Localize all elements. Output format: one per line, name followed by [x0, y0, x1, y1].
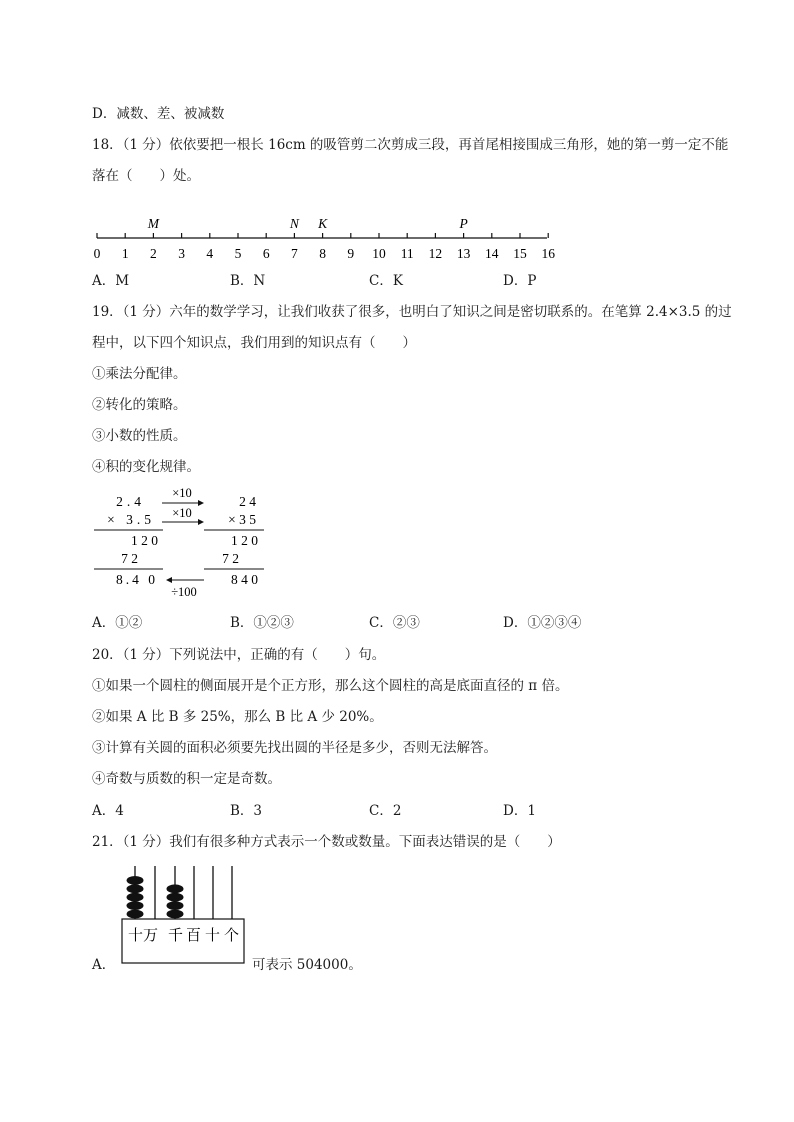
calc-right-row3: 1 2 0 — [231, 533, 258, 548]
calc-left-row5: 8.4 0 — [116, 572, 158, 587]
ruler-tick-label: 6 — [262, 246, 270, 261]
q21-option-a-text: 可表示 504000。 — [252, 957, 362, 973]
q18-option-d[interactable]: D．P — [503, 273, 537, 289]
ruler-tick-label: 7 — [291, 246, 298, 261]
abacus-label-ge: 个 — [224, 928, 240, 944]
q18-option-c[interactable]: C．K — [369, 273, 403, 289]
q19-stem-line1: 19．（1 分）六年的数学学习，让我们收获了很多，也明白了知识之间是密切联系的。在笔算 2.4×3.5 的过 — [92, 304, 732, 320]
q19-vertical-calculation — [88, 484, 288, 600]
q21-option-a-label[interactable]: A． — [92, 957, 116, 973]
q20-statement-4: ④奇数与质数的积一定是奇数。 — [92, 771, 281, 787]
calc-right-row5: 8 4 0 — [231, 572, 258, 587]
q19-point-1: ①乘法分配律。 — [92, 366, 187, 382]
arrow-label-times10-top: ×10 — [172, 486, 192, 500]
ruler-mark-n: N — [289, 216, 299, 231]
q18-option-a[interactable]: A．M — [92, 273, 130, 289]
abacus-label-shi: 十 — [205, 928, 221, 944]
calc-right-row2: × 3 5 — [228, 512, 256, 527]
abacus-bead — [127, 884, 144, 893]
q18-ruler — [80, 212, 570, 264]
q18-stem-line2: 落在（ ）处。 — [92, 168, 200, 184]
ruler-tick-label: 12 — [428, 246, 443, 261]
ruler-tick-label: 11 — [400, 246, 414, 261]
q20-statement-1: ①如果一个圆柱的侧面展开是个正方形，那么这个圆柱的高是底面直径的 π 倍。 — [92, 678, 569, 694]
q19-point-3: ③小数的性质。 — [92, 428, 187, 444]
q20-option-d[interactable]: D．1 — [503, 803, 536, 819]
q20-statement-3: ③计算有关圆的面积必须要先找出圆的半径是多少，否则无法解答。 — [92, 740, 497, 756]
ruler-tick-label: 5 — [234, 246, 242, 261]
ruler-tick-label: 3 — [178, 246, 185, 261]
ruler-tick-label: 15 — [513, 246, 527, 261]
ruler-tick-label: 1 — [121, 246, 129, 261]
arrow-left-head-icon — [166, 577, 172, 583]
q19-option-c[interactable]: C．②③ — [369, 615, 420, 631]
ruler-tick-label: 9 — [347, 246, 355, 261]
ruler-mark-k: K — [318, 216, 328, 231]
abacus-illustration — [120, 864, 250, 966]
calc-left-row4: 7 2 — [121, 551, 138, 566]
ruler-tick-label: 14 — [485, 246, 499, 261]
ruler-tick-label: 2 — [150, 246, 157, 261]
abacus-bead — [127, 910, 144, 919]
calc-left-row3: 1 2 0 — [131, 533, 158, 548]
abacus-bead — [127, 901, 144, 910]
ruler-mark-p: P — [459, 216, 468, 231]
abacus-label-shiwan: 十万 — [128, 928, 159, 944]
arrow-label-times10-bottom: ×10 — [172, 506, 192, 520]
q20-statement-2: ②如果 A 比 B 多 25%，那么 B 比 A 少 20%。 — [92, 709, 383, 725]
q18-stem-line1: 18．（1 分）依依要把一根长 16cm 的吸管剪二次剪成三段，再首尾相接围成三角形，她的第一剪一定不能 — [92, 137, 729, 153]
calc-right-row4: 7 2 — [222, 551, 239, 566]
q19-option-b[interactable]: B．①②③ — [230, 615, 294, 631]
abacus-bead — [167, 884, 184, 893]
q20-option-a[interactable]: A．4 — [92, 803, 124, 819]
abacus-label-bai: 百 — [186, 928, 202, 944]
abacus-bead — [167, 910, 184, 919]
calc-right-row1: 2 4 — [239, 494, 256, 509]
q17-option-d: D．减数、差、被减数 — [92, 106, 225, 122]
q19-point-4: ④积的变化规律。 — [92, 459, 200, 475]
calc-left-row1: 2.4 — [116, 494, 145, 509]
q19-option-d[interactable]: D．①②③④ — [503, 615, 582, 631]
q18-option-b[interactable]: B．N — [230, 273, 266, 289]
q21-stem: 21．（1 分）我们有很多种方式表示一个数或数量。下面表达错误的是（ ） — [92, 834, 561, 850]
q19-point-2: ②转化的策略。 — [92, 397, 187, 413]
q20-option-c[interactable]: C．2 — [369, 803, 402, 819]
abacus-bead — [127, 876, 144, 885]
ruler-tick-label: 16 — [541, 246, 555, 261]
arrow-right-head-icon — [198, 500, 204, 506]
arrow-label-div100: ÷100 — [171, 585, 197, 599]
ruler-tick-label: 8 — [319, 246, 326, 261]
abacus-bead — [127, 893, 144, 902]
q19-stem-line2: 程中，以下四个知识点，我们用到的知识点有（ ） — [92, 335, 416, 351]
q20-stem: 20．（1 分）下列说法中，正确的有（ ）句。 — [92, 647, 386, 663]
calc-left-row2: × 3.5 — [107, 512, 155, 527]
q20-option-b[interactable]: B．3 — [230, 803, 263, 819]
abacus-bead — [167, 901, 184, 910]
ruler-mark-m: M — [147, 216, 160, 231]
ruler-tick-label: 4 — [206, 246, 214, 261]
arrow-right-head-icon — [198, 519, 204, 525]
ruler-tick-label: 13 — [456, 246, 471, 261]
abacus-bead — [167, 893, 184, 902]
ruler-tick-label: 0 — [93, 246, 101, 261]
ruler-tick-label: 10 — [372, 246, 386, 261]
abacus-label-qian: 千 — [168, 928, 184, 944]
q19-option-a[interactable]: A．①② — [92, 615, 143, 631]
